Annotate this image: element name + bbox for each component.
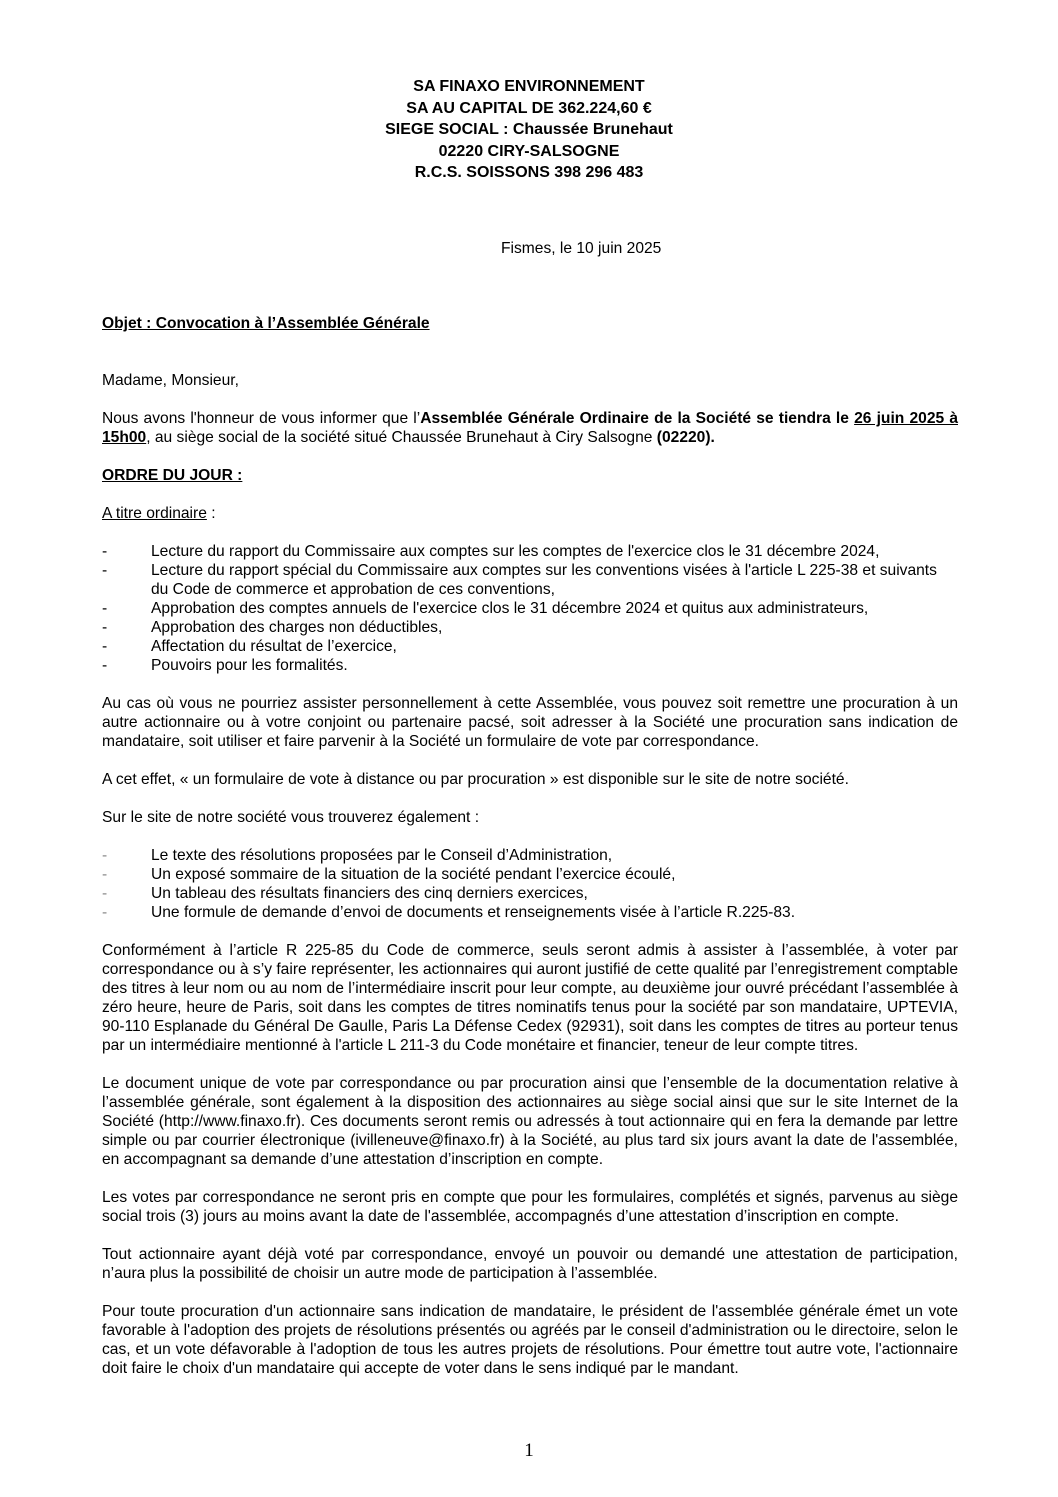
dash-bullet: -	[102, 638, 108, 655]
letter-body	[102, 314, 958, 1378]
company-header	[0, 76, 1058, 184]
list-item	[102, 561, 958, 599]
intro-paragraph	[102, 409, 958, 447]
list-item	[102, 846, 958, 865]
ordre-du-jour-title: ORDRE DU JOUR :	[102, 467, 243, 484]
conformement-paragraph: Conformément à l’article R 225-85 du Code de commerce, seuls seront admis à assister à l’assemblée, à voter par correspondance ou à s’y faire représenter, les actionnaires qui auront justifié de cette qualité par l’enregistrement comptable des titres à leur nom ou au nom de l’intermédiaire inscrit pour leur compte, au deuxième jour ouvré précédant l’assemblée à zéro heure, heure de Paris, soit dans les comptes de titres nominatifs tenus pour la société par son mandataire, UPTEVIA, 90-110 Esplanade du Général De Gaulle, Paris La Défense Cedex (92931), soit dans les comptes de titres au porteur tenus par un intermédiaire mentionné à l'article L 211-3 du Code monétaire et financier, teneur de leur compte titres.	[102, 942, 958, 1054]
intro-text-1: Nous avons l'honneur de vous informer que l’	[102, 410, 421, 427]
agenda-item-text: Lecture du rapport spécial du Commissaire aux comptes sur les conventions visées à l'article L 225-38 et suivants du Code de commerce et approbation de ces conventions,	[151, 562, 937, 598]
list-item	[102, 637, 958, 656]
ordre-du-jour-heading	[102, 466, 958, 485]
dash-bullet: -	[102, 619, 108, 636]
dash-bullet: -	[102, 885, 108, 902]
document-unique-paragraph: Le document unique de vote par correspondance ou par procuration ainsi que l’ensemble de la documentation relative à l’assemblée générale, sont également à la disposition des actionnaires au siège social ainsi que sur le site Internet de la Société (http://www.finaxo.fr). Ces documents seront remis ou adressés à tout actionnaire qui en fera la demande par lettre simple ou par courrier électronique (ivilleneuve@finaxo.fr) à la Société, au plus tard six jours avant la date de l'assemblée, en accompagnant sa demande d’une attestation d’inscription en compte.	[102, 1075, 958, 1168]
company-siege: SIEGE SOCIAL : Chaussée Brunehaut	[385, 121, 673, 138]
meeting-datetime: 26 juin 2025 à 15h00	[102, 410, 958, 446]
titre-ordinaire-label: A titre ordinaire	[102, 505, 207, 522]
list-item	[102, 542, 958, 561]
dash-bullet: -	[102, 866, 108, 883]
procuration-paragraph: Au cas où vous ne pourriez assister personnellement à cette Assemblée, vous pouvez soit remettre une procuration à un autre actionnaire ou à votre conjoint ou partenaire pacsé, soit adresser à la Société une procuration sans indication de mandataire, soit utiliser et faire parvenir à la Société un formulaire de vote par correspondance.	[102, 695, 958, 750]
votes-paragraph: Les votes par correspondance ne seront pris en compte que pour les formulaires, complétés et signés, parvenus au siège social trois (3) jours au moins avant la date de l'assemblée, accompagnés d’une attestation d’inscription en compte.	[102, 1189, 958, 1225]
company-rcs: R.C.S. SOISSONS 398 296 483	[414, 164, 644, 181]
list-item	[102, 865, 958, 884]
list-item	[102, 884, 958, 903]
titre-ordinaire-colon: :	[206, 505, 216, 522]
site-paragraph: Sur le site de notre société vous trouverez également :	[102, 809, 480, 826]
agenda-item-text: Pouvoirs pour les formalités.	[151, 657, 348, 674]
list-item	[102, 599, 958, 618]
company-capital: SA AU CAPITAL DE 362.224,60 €	[406, 99, 652, 117]
site-item-text: Un exposé sommaire de la situation de la société pendant l’exercice écoulé,	[151, 866, 676, 883]
list-item	[102, 903, 958, 922]
agenda-item-text: Affectation du résultat de l’exercice,	[151, 638, 397, 655]
intro-postal-code: (02220).	[656, 429, 715, 446]
page-number: 1	[524, 1440, 534, 1461]
site-item-text: Le texte des résolutions proposées par le Conseil d’Administration,	[151, 847, 613, 864]
company-postal: 02220 CIRY-SALSOGNE	[438, 142, 620, 160]
dash-bullet: -	[102, 847, 108, 864]
agenda-item-text: Lecture du rapport du Commissaire aux comptes sur les comptes de l'exercice clos le 31 décembre 2024,	[151, 543, 880, 560]
tout-actionnaire-paragraph: Tout actionnaire ayant déjà voté par correspondance, envoyé un pouvoir ou demandé une attestation de participation, n’aura plus la possibilité de choisir un autre mode de participation à l’assemblée.	[102, 1246, 958, 1282]
dash-bullet: -	[102, 600, 108, 617]
dash-bullet: -	[102, 657, 108, 674]
agenda-list	[102, 542, 958, 675]
site-item-text: Une formule de demande d’envoi de documents et renseignements visée à l’article R.225-83.	[151, 904, 796, 921]
list-item	[102, 618, 958, 637]
procuration-sans-mandataire-paragraph: Pour toute procuration d'un actionnaire sans indication de mandataire, le président de l'assemblée générale émet un vote favorable à l'adoption des projets de résolutions présentés ou agréés par le conseil d'administration ou le directoire, selon le cas, et un vote défavorable à l'adoption de tous les autres projets de résolutions. Pour émettre tout autre vote, l'actionnaire doit faire le choix d'un mandataire qui accepte de voter dans le sens indiqué par le mandant.	[102, 1303, 958, 1377]
titre-ordinaire-heading	[102, 504, 958, 523]
site-item-text: Un tableau des résultats financiers des cinq derniers exercices,	[151, 885, 588, 902]
company-name: SA FINAXO ENVIRONNEMENT	[413, 78, 645, 95]
letter-date: Fismes, le 10 juin 2025	[501, 240, 662, 257]
intro-text-2: , au siège social de la société situé Chaussée Brunehaut à Ciry Salsogne	[146, 429, 657, 446]
agenda-item-text: Approbation des charges non déductibles,	[151, 619, 443, 636]
site-documents-list	[102, 846, 958, 922]
letter-subject: Objet : Convocation à l’Assemblée Générale	[102, 315, 430, 332]
dash-bullet: -	[102, 543, 108, 560]
intro-bold-1: Assemblée Générale Ordinaire de la Société se tiendra le	[420, 410, 855, 427]
formulaire-paragraph: A cet effet, « un formulaire de vote à distance ou par procuration » est disponible sur le site de notre société.	[102, 771, 849, 788]
salutation: Madame, Monsieur,	[102, 372, 239, 389]
agenda-item-text: Approbation des comptes annuels de l'exercice clos le 31 décembre 2024 et quitus aux administrateurs,	[151, 600, 869, 617]
dash-bullet: -	[102, 904, 108, 921]
dash-bullet: -	[102, 562, 108, 579]
list-item	[102, 656, 958, 675]
